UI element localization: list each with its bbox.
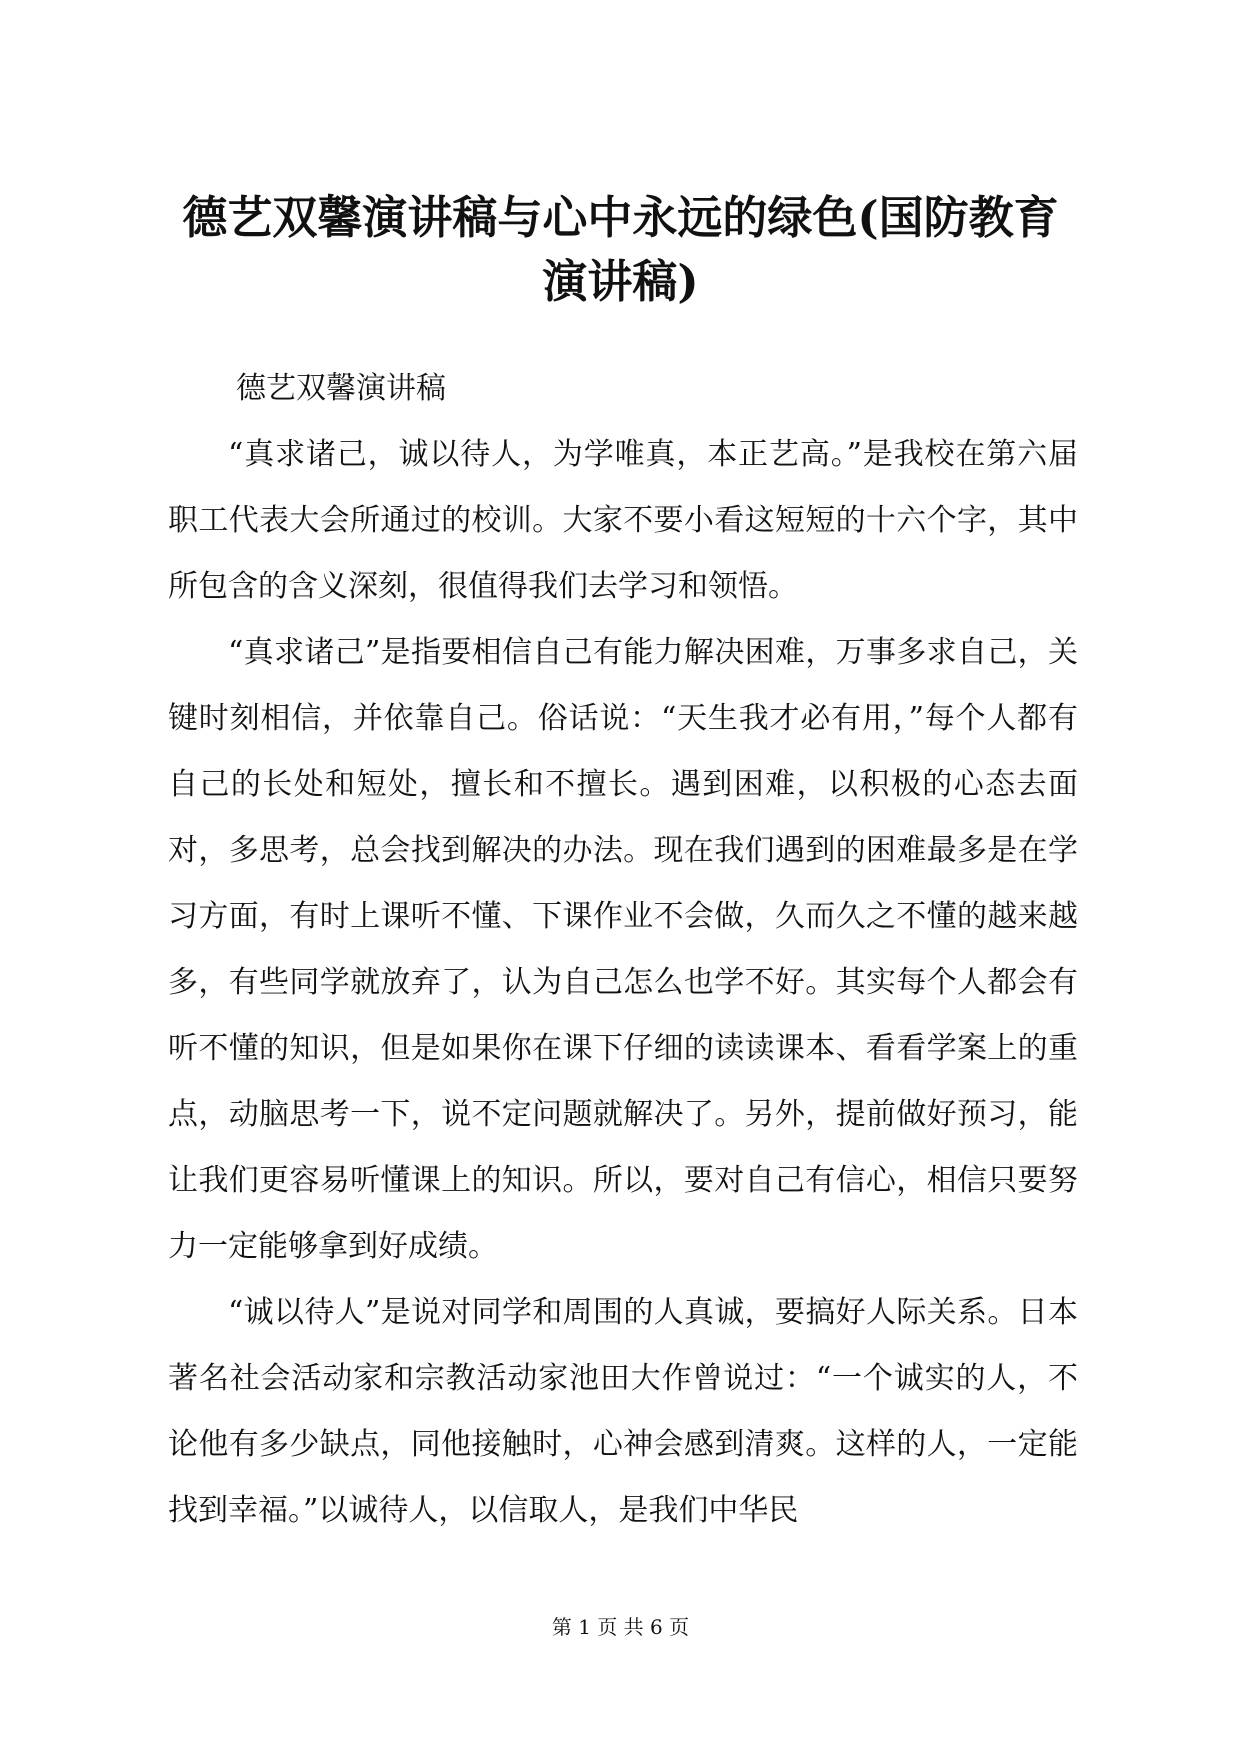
document-title-line-2: 演讲稿) [542,255,699,308]
body-paragraph: “诚以待人”是说对同学和周围的人真诚，要搞好人际关系。日本著名社会活动家和宗教活动家池田大作曾说过：“一个诚实的人，不论他有多少缺点，同他接触时，心神会感到清爽。这样的人，一定能找到幸福。”以诚待人，以信取人，是我们中华民 [168,1295,1078,1528]
page-number-footer: 第 1 页 共 6 页 [551,1615,690,1639]
body-paragraph: “真求诸己，诚以待人，为学唯真，本正艺高。”是我校在第六届职工代表大会所通过的校训。大家不要小看这短短的十六个字，其中所包含的含义深刻，很值得我们去学习和领悟。 [168,437,1078,604]
document-title [150,186,1091,314]
body-paragraph: 德艺双馨演讲稿 [236,371,446,406]
document-title-line-1: 德艺双馨演讲稿与心中永远的绿色(国防教育 [182,191,1059,244]
document-body [168,356,1078,1544]
body-paragraph: “真求诸己”是指要相信自己有能力解决困难，万事多求自己，关键时刻相信，并依靠自己。俗话说：“天生我才必有用，”每个人都有自己的长处和短处，擅长和不擅长。遇到困难，以积极的心态去面对，多思考，总会找到解决的办法。现在我们遇到的困难最多是在学习方面，有时上课听不懂、下课作业不会做，久而久之不懂的越来越多，有些同学就放弃了，认为自己怎么也学不好。其实每个人都会有听不懂的知识，但是如果你在课下仔细的读读课本、看看学案上的重点，动脑思考一下，说不定问题就解决了。另外，提前做好预习，能让我们更容易听懂课上的知识。所以，要对自己有信心，相信只要努力一定能够拿到好成绩。 [168,635,1078,1264]
